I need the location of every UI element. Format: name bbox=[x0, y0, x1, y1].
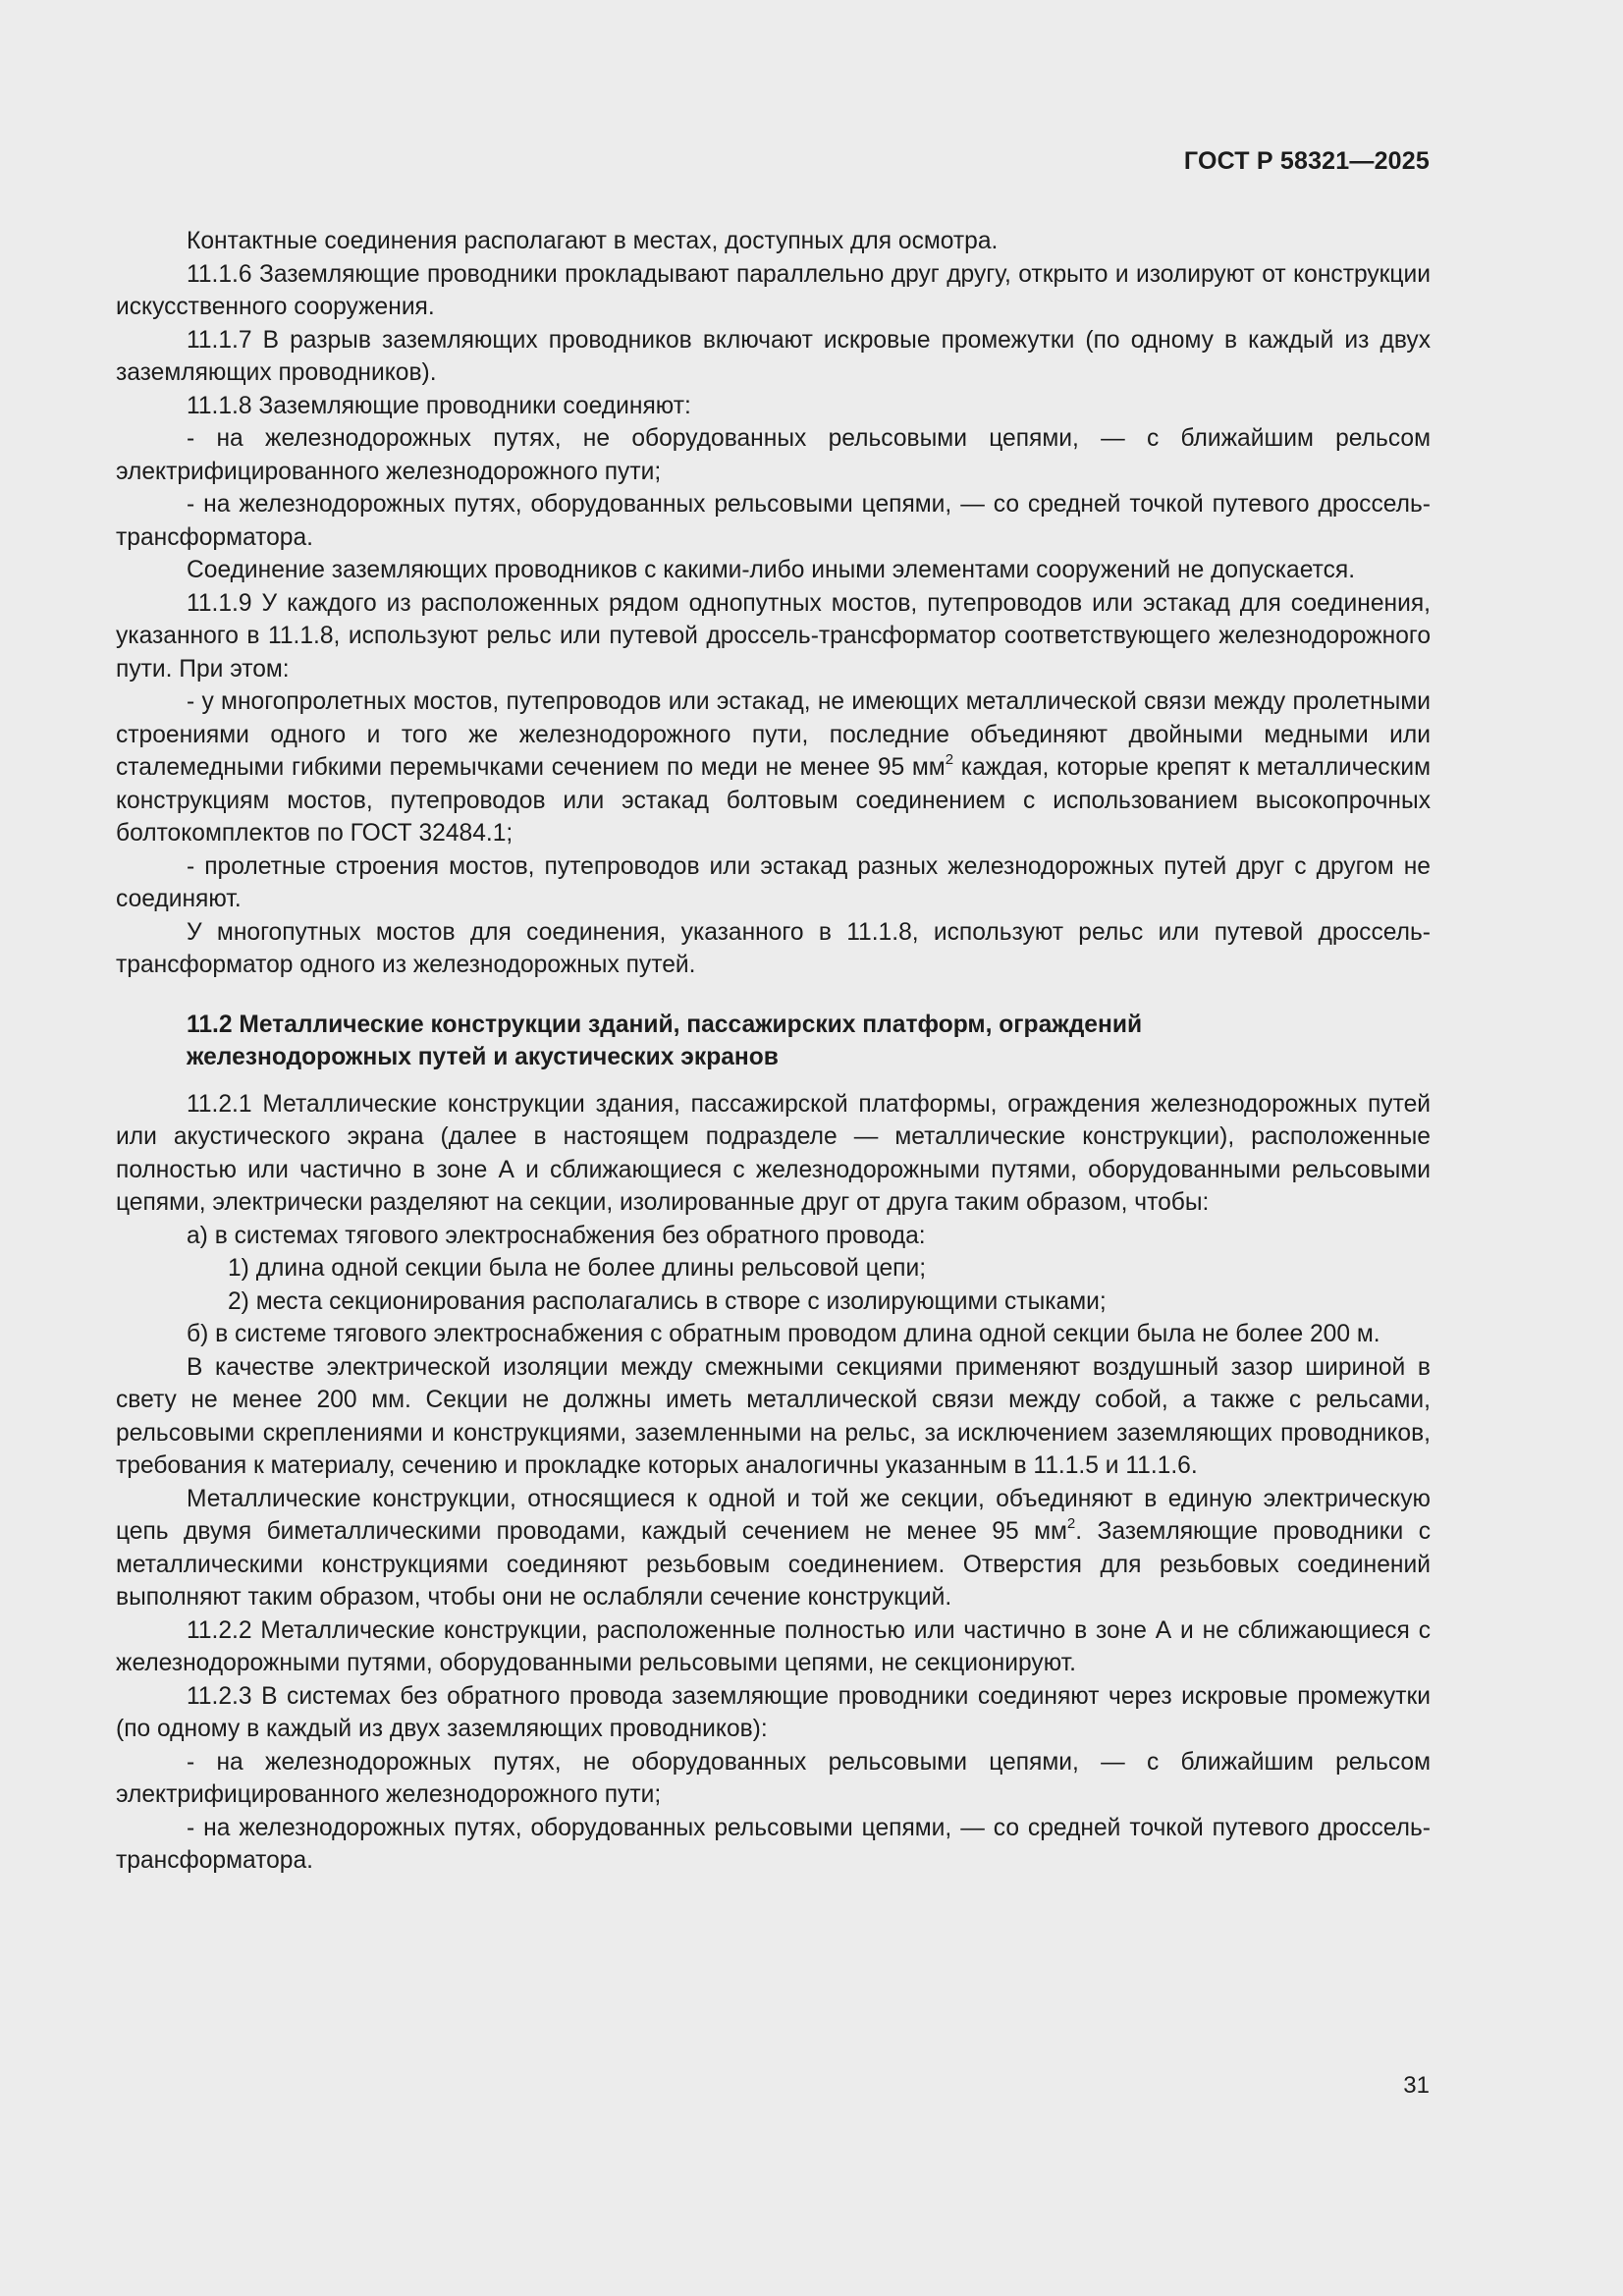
paragraph: 11.1.8 Заземляющие проводники соединяют: bbox=[187, 392, 691, 419]
list-item bbox=[116, 685, 1431, 850]
text-run: . Заземляющие проводники с металлическими конструкциями соединяют резьбовым соединением. Отверстия для резьбовых соединений выполняют таким образом, чтобы они не ослабляли сечение конструкций. bbox=[116, 1518, 1431, 1611]
paragraph: В качестве электрической изоляции между смежными секциями применяют воздушный зазор шириной в свету не менее 200 мм. Секции не должны иметь металлической связи между собой, а также с рельсами, рельсовыми скреплениями и конструкциями, заземленными на рельс, за исключением заземляющих проводников, требования к материалу, сечению и прокладке которых аналогичны указанным в 11.1.5 и 11.1.6. bbox=[116, 1353, 1431, 1479]
paragraph: 11.1.7 В разрыв заземляющих проводников включают искровые промежутки (по одному в каждый из двух заземляющих проводников). bbox=[116, 326, 1431, 386]
list-item: - на железнодорожных путях, оборудованных рельсовыми цепями, — со средней точкой путевого дроссель-трансформатора. bbox=[116, 491, 1431, 551]
paragraph: 11.1.9 У каждого из расположенных рядом однопутных мостов, путепроводов или эстакад для соединения, указанного в 11.1.8, используют рельс или путевой дроссель-трансформатор соответствующего железнодорожного пути. При этом: bbox=[116, 589, 1431, 683]
list-item: 1) длина одной секции была не более длины рельсовой цепи; bbox=[228, 1255, 927, 1282]
list-item: - на железнодорожных путях, не оборудованных рельсовыми цепями, — с ближайшим рельсом электрифицированного железнодорожного пути; bbox=[116, 425, 1431, 485]
list-item: а) в системах тягового электроснабжения без обратного провода: bbox=[187, 1222, 926, 1249]
list-item: - на железнодорожных путях, оборудованных рельсовыми цепями, — со средней точкой путевого дроссель-трансформатора. bbox=[116, 1814, 1431, 1874]
document-body bbox=[116, 225, 1431, 1878]
section-heading bbox=[187, 1009, 1431, 1074]
paragraph: Соединение заземляющих проводников с какими-либо иными элементами сооружений не допускается. bbox=[187, 557, 1356, 583]
paragraph: 11.2.3 В системах без обратного провода заземляющие проводники соединяют через искровые промежутки (по одному в каждый из двух заземляющих проводников): bbox=[116, 1682, 1431, 1742]
paragraph: Контактные соединения располагают в местах, доступных для осмотра. bbox=[187, 228, 999, 254]
list-item: б) в системе тягового электроснабжения с обратным проводом длина одной секции была не более 200 м. bbox=[187, 1321, 1380, 1347]
paragraph: У многопутных мостов для соединения, указанного в 11.1.8, используют рельс или путевой дроссель-трансформатор одного из железнодорожных путей. bbox=[116, 918, 1431, 978]
paragraph bbox=[116, 1483, 1431, 1614]
text-run: Металлические конструкции, относящиеся к одной и той же секции, объединяют в единую электрическую цепь двумя биметаллическими проводами, каждый сечением не менее 95 мм bbox=[116, 1485, 1431, 1545]
superscript: 2 bbox=[945, 750, 954, 768]
paragraph: 11.1.6 Заземляющие проводники прокладывают параллельно друг другу, открыто и изолируют от конструкции искусственного сооружения. bbox=[116, 260, 1431, 320]
text-run: - у многопролетных мостов, путепроводов или эстакад, не имеющих металлической связи между пролетными строениями одного и того же железнодорожного пути, последние объединяют двойными медными или сталемедными гибкими перемычками сечением по меди не менее 95 мм bbox=[116, 688, 1431, 781]
section-heading-line: железнодорожных путей и акустических экранов bbox=[187, 1044, 779, 1070]
superscript: 2 bbox=[1066, 1514, 1076, 1532]
standard-code: ГОСТ Р 58321—2025 bbox=[1183, 147, 1430, 175]
page-number: 31 bbox=[1403, 2072, 1430, 2099]
text-run: каждая, которые крепят к металлическим конструкциям мостов, путепроводов или эстакад болтовым соединением с использованием высокопрочных болтокомплектов по ГОСТ 32484.1; bbox=[116, 754, 1431, 847]
paragraph: 11.2.2 Металлические конструкции, расположенные полностью или частично в зоне А и не сближающиеся с железнодорожными путями, оборудованными рельсовыми цепями, не секционируют. bbox=[116, 1616, 1431, 1676]
list-item: - на железнодорожных путях, не оборудованных рельсовыми цепями, — с ближайшим рельсом электрифицированного железнодорожного пути; bbox=[116, 1748, 1431, 1808]
list-item: - пролетные строения мостов, путепроводов или эстакад разных железнодорожных путей друг с другом не соединяют. bbox=[116, 852, 1431, 912]
paragraph: 11.2.1 Металлические конструкции здания, пассажирской платформы, ограждения железнодорожных путей или акустического экрана (далее в настоящем подразделе — металлические конструкции), расположенные полностью или частично в зоне А и сближающиеся с железнодорожными путями, оборудованными рельсовыми цепями, электрически разделяют на секции, изолированные друг от друга таким образом, чтобы: bbox=[116, 1090, 1431, 1216]
list-item: 2) места секционирования располагались в створе с изолирующими стыками; bbox=[228, 1287, 1107, 1315]
section-heading-line: 11.2 Металлические конструкции зданий, пассажирских платформ, ограждений bbox=[187, 1011, 1143, 1038]
